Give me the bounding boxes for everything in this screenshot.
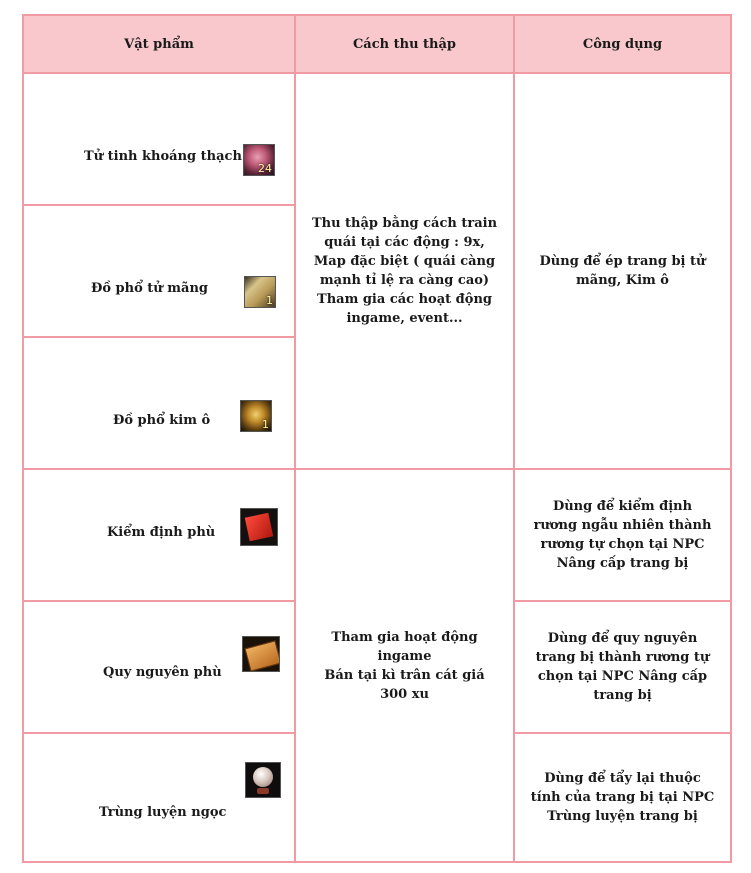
item-name: Tử tinh khoáng thạch (84, 149, 242, 164)
orb-icon (245, 762, 281, 798)
book-cover (244, 640, 280, 671)
item-name: Kiểm định phù (107, 525, 216, 540)
book-icon (242, 636, 280, 672)
collect-group-1: Thu thập bằng cách train quái tại các động : 9x, Map đặc biệt ( quái càng mạnh tỉ lệ ra càng cao) Tham gia các hoạt động ingame, event... (311, 216, 498, 326)
item-name: Đồ phổ kim ô (113, 413, 211, 428)
item-name: Đồ phổ tử mãng (91, 281, 208, 296)
item-quantity: 1 (262, 418, 269, 431)
golden-bird-icon (240, 400, 272, 432)
red-talisman-icon (240, 508, 278, 546)
usage-row-5: Dùng để quy nguyên trang bị thành rương tự chọn tại NPC Nâng cấp trang bị (535, 631, 710, 703)
talisman-paper (245, 513, 273, 541)
header-usage-label: Công dụng (582, 36, 663, 52)
usage-row-4: Dùng để kiểm định rương ngẫu nhiên thành rương tự chọn tại NPC Nâng cấp trang bị (533, 499, 712, 571)
header-item-label: Vật phẩm (124, 36, 194, 52)
header-collect (296, 16, 513, 72)
header-collect-label: Cách thu thập (352, 36, 457, 52)
header-item (24, 16, 294, 72)
item-table (22, 14, 732, 863)
item-row (24, 602, 294, 732)
item-quantity: 24 (258, 162, 272, 175)
header-usage (515, 16, 730, 72)
item-quantity: 1 (266, 294, 273, 307)
scroll-icon (244, 276, 276, 308)
item-row (24, 206, 294, 336)
item-row (24, 74, 294, 204)
orb-sphere (253, 767, 273, 787)
usage-group-1: Dùng để ép trang bị tử mãng, Kim ô (539, 254, 706, 288)
collect-group-2: Tham gia hoạt động ingame Bán tại kì trân cát giá 300 xu (324, 629, 485, 702)
usage-row-6: Dùng để tẩy lại thuộc tính của trang bị tại NPC Trùng luyện trang bị (530, 771, 715, 824)
item-name: Trùng luyện ngọc (99, 805, 227, 820)
item-row (24, 734, 294, 864)
item-row (24, 338, 294, 468)
item-name: Quy nguyên phù (103, 665, 222, 680)
pink-ore-icon (243, 144, 275, 176)
orb-stand (257, 788, 269, 794)
item-row (24, 470, 294, 600)
